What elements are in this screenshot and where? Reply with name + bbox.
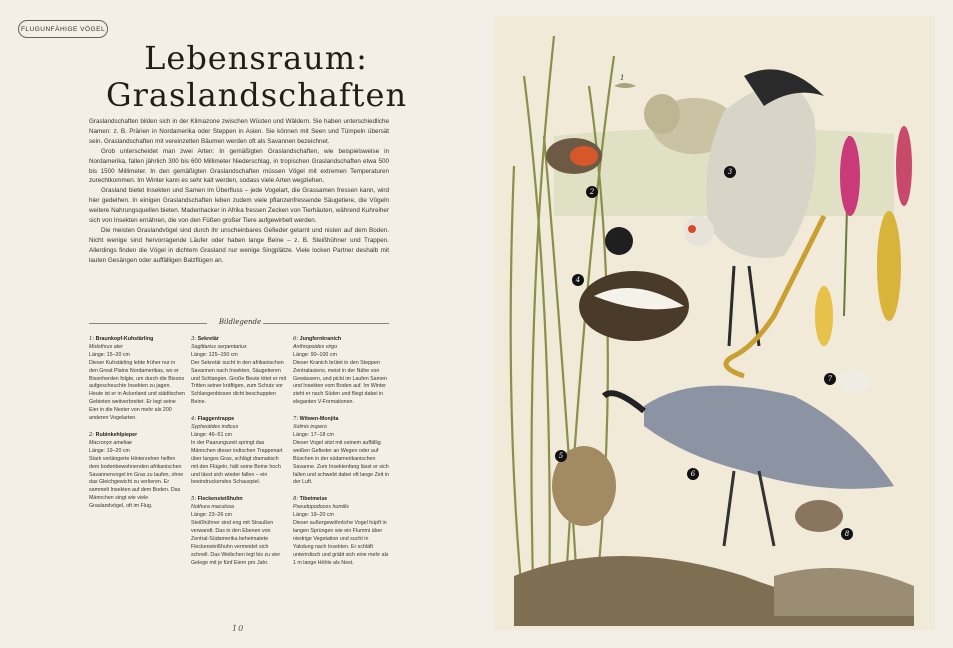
paragraph: Die meisten Graslandvögel sind durch ihr unscheinbares Gefieder getarnt und nisten auf dem Boden. Nicht wenige sind hervorragende Läufer oder haben lange Beine – z. B. Steißhühner und Trappen. Allerdings finden die Vögel in dichtem Grasland nur wenige Singplätze. Viele locken Partner deshalb mit lauten Gesängen oder auffälligen Balzflügen an. xyxy=(89,226,389,264)
legend-number: 1: xyxy=(89,336,95,342)
ground-tit-body xyxy=(795,500,843,532)
title-line-2: Graslandschaften xyxy=(106,76,408,114)
legend-text: Dieser außergewöhnliche Vogel hüpft in langen Sprüngen wie ein Flummi über niedrige Vegetation und sucht in Yakdung nach Insekten. Er schläft unterirdisch und gräbt sich eine mehr als 1 m lange Höhle als Nest. xyxy=(293,520,389,566)
legend-text: Der Sekretär sucht in den afrikanischen Savannen nach Insekten, Säugetieren und Schlangen. Große Beute tötet er mit Tritten seiner kräftigen, zum Schutz vor Schlangenbissen dicht beschuppten Beine. xyxy=(191,359,287,406)
legend-number: 3: xyxy=(191,336,197,342)
legend-name: Braunkopf-Kuhstärling xyxy=(95,336,154,342)
legend-number: 7: xyxy=(293,416,299,423)
legend-name: Sekretär xyxy=(197,336,219,342)
legend-name: Rubinkehlpieper xyxy=(95,431,138,438)
legend-number: 4: xyxy=(191,416,197,423)
legend-name: Fleckensteißhuhn xyxy=(197,496,243,503)
legend-latin: Pseudopodoces humilis xyxy=(293,504,349,511)
legend-latin: Macronyx ameliae xyxy=(89,439,132,446)
callout-7: 7 xyxy=(824,373,836,385)
legend-number: 6: xyxy=(293,336,299,342)
paragraph: Graslandschaften bilden sich in der Klimazone zwischen Wüsten und Wäldern. Sie haben unterschiedliche Namen: z. B. Prärien in Nordamerika oder Steppen in Asien. Sie können mit Seen und Tümpeln übersät sein. Graslandschaften mit vereinzelten Bäumen werden oft als Savannen bezeichnet. xyxy=(89,118,389,145)
legend-length: Länge: 46–51 cm xyxy=(191,431,232,438)
legend-number: 5: xyxy=(191,496,197,503)
grassland-birds-illustration xyxy=(494,16,935,630)
legend-item xyxy=(191,416,287,487)
legend-text: Steißhühner sind eng mit Straußen verwandt. Das in den Ebenen von Zentral-Südamerika beheimatete Fleckensteißhuhn vermeidet sich schnell. Das Weibchen legt bis zu vier Gelege mit je fünf Eiern pro Jahr. xyxy=(191,520,281,566)
callout-4: 4 xyxy=(572,274,584,286)
illustration-svg xyxy=(494,16,935,630)
legend-latin: Sagittarius serpentarius xyxy=(191,343,247,350)
legend-length: Länge: 23–26 cm xyxy=(191,512,232,519)
legend-item xyxy=(89,432,185,511)
legend-name: Flaggentrappe xyxy=(197,416,235,423)
body-text xyxy=(89,117,389,266)
callout-1: 1 xyxy=(620,74,625,82)
paragraph: Grasland bietet Insekten und Samen im Überfluss – jede Vogelart, die Grassamen fressen kann, wird hier gedeihen. In einigen Graslandschaften leben zudem viele pflanzenfressende Säugetiere, die Vögeln weitere Nahrungsquellen bieten. Madenhacker in Afrika fressen Zecken von Tierhäuten, während Kuhreiher sich von Insekten ernähren, die von den Füßen großer Tiere aufgewirbelt werden. xyxy=(89,187,389,225)
legend-length: Länge: 17–18 cm xyxy=(293,431,334,438)
divider xyxy=(89,323,207,324)
legend-length: Länge: 19–20 cm xyxy=(89,447,130,454)
legend-column xyxy=(191,336,287,576)
monjita-body xyxy=(838,369,870,393)
legend-length: Länge: 15–20 cm xyxy=(89,351,130,358)
legend-item xyxy=(89,336,185,423)
legend-latin: Molothrus ater xyxy=(89,343,123,350)
legend-text: Dieser Kranich brütet in den Steppen Zentralasiens, meist in der Nähe von Gewässern, und pickt im Laufen Samen und Insekten vom Boden auf. Im Winter zieht er nach Süden und fliegt dabei in eleganten V-Formationen. xyxy=(293,359,387,406)
legend-latin: Nothura maculosa xyxy=(191,504,234,511)
legend-title: Bildlegende xyxy=(218,318,262,326)
legend-text: Dieser Kuhstärling lebte früher nur in den Great Plains Nordamerikas, wo er Bisonherden folgte, um durch die Bisons aufgescheuchte Insekten zu jagen. Heute ist er in Ackerland und städtischen Gebieten weitverbreitet. Er legt seine Eier in die Nester von mehr als 200 anderen Vogelarten. xyxy=(89,359,185,422)
callout-2: 2 xyxy=(586,186,598,198)
legend-column xyxy=(89,336,185,520)
legend-length: Länge: 90–100 cm xyxy=(293,351,337,358)
callout-3: 3 xyxy=(724,166,736,178)
legend-item xyxy=(191,496,287,567)
legend-column xyxy=(293,336,389,576)
legend-name: Witwen-Monjita xyxy=(299,416,339,423)
paragraph: Grob unterscheidet man zwei Arten: In gemäßigten Graslandschaften, wie beispielsweise in Nordamerika, fallen jährlich 300 bis 600 Millimeter Niederschlag, in tropischen Graslandschaften etwa 500 bis 1500 Millimeter. In den gemäßigten Graslandschaften müssen Vögel mit extremen Temperaturen zurechtkommen. Im Winter kann es sehr kalt werden, sodass viele Arten wegziehen. xyxy=(89,147,389,185)
legend-latin: Sypheotides indicus xyxy=(191,424,239,431)
title-line-1: Lebensraum: xyxy=(144,39,368,77)
legend-name: Tibetmeise xyxy=(299,496,328,503)
legend-latin: Xolmis irupero xyxy=(293,424,327,431)
legend-length: Länge: 125–150 cm xyxy=(191,351,238,358)
legend-text: In der Paarungszeit springt das Männchen dieser indischen Trappenart über langes Gras, schlägt dramatisch mit den Flügeln, hält seine Beine hoch und lässt sich wieder fallen – ein beeindruckendes Schauspiel. xyxy=(191,439,283,486)
legend-item xyxy=(191,336,287,407)
legend-item xyxy=(293,496,389,567)
page-number: 10 xyxy=(232,624,245,633)
legend-number: 8: xyxy=(293,496,299,503)
divider xyxy=(263,323,389,324)
legend-text: Stark verlängerte Hinterzehen helfen dem bodenbewohnenden afrikanischen Savannenvogel im Gras zu laufen, ohne das Gleichgewicht zu verlieren. Er sammelt Insekten auf dem Boden. Das Männchen singt wie viele Graslandvögel, oft im Flug. xyxy=(89,455,184,510)
legend-latin: Anthropoides virgo xyxy=(293,343,338,350)
callout-6: 6 xyxy=(687,468,699,480)
legend-name: Jungfernkranich xyxy=(299,336,342,342)
legend-heading xyxy=(89,316,389,330)
section-tab: FLUGUNFÄHIGE VÖGEL xyxy=(18,20,108,38)
callout-8: 8 xyxy=(841,528,853,540)
page-title xyxy=(106,40,406,114)
legend-item xyxy=(293,336,389,407)
legend-text: Dieser Vogel sitzt mit seinem auffällig weißen Gefieder an Wegen oder auf Büschen in der südamerikanischen Savanne. Zum Insektenfang lässt er sich fallen und schwebt dabei oft lange Zeit in der Luft. xyxy=(293,439,389,486)
legend-number: 2: xyxy=(89,431,95,438)
legend-item xyxy=(293,416,389,487)
legend-length: Länge: 19–20 cm xyxy=(293,512,334,519)
callout-5: 5 xyxy=(555,450,567,462)
